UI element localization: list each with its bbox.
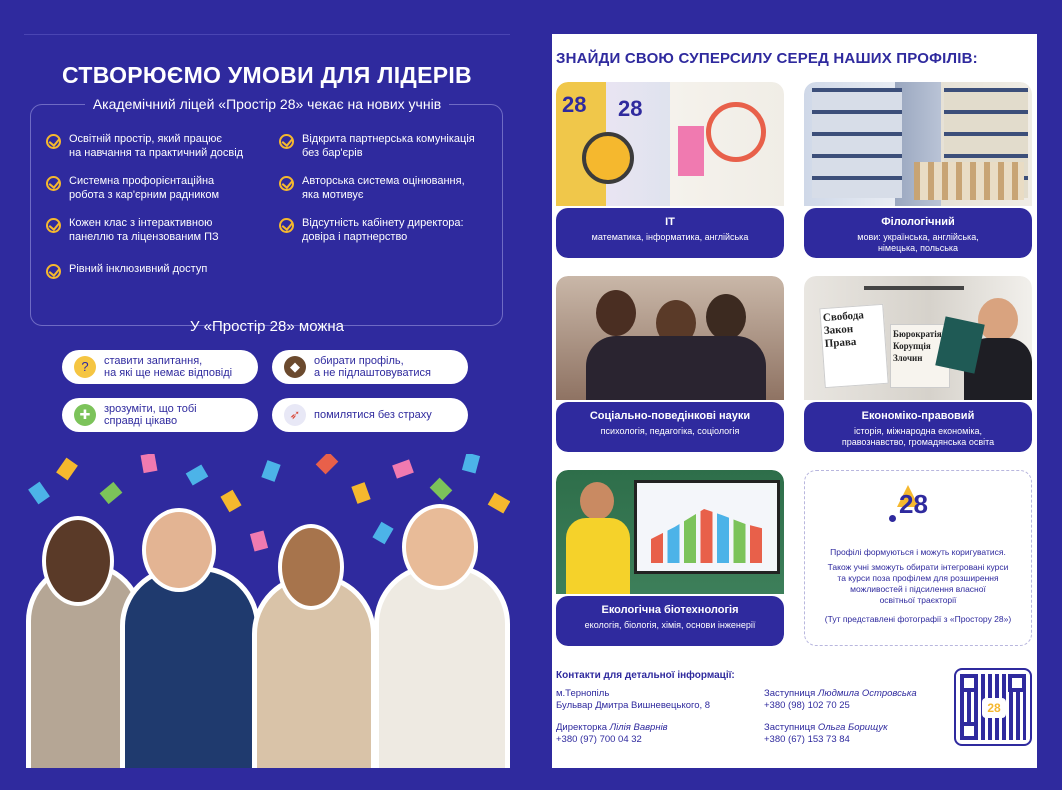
- feature-item: [46, 262, 207, 279]
- student-head: [42, 516, 114, 606]
- feature-text: Рівний інклюзивний доступ: [69, 263, 208, 275]
- puzzle-icon: ✚: [74, 404, 96, 426]
- student-head: [142, 508, 216, 592]
- confetti: [250, 530, 268, 551]
- feature-text: Освітній простір, який працює: [69, 133, 222, 145]
- dot-icon: [889, 515, 896, 522]
- info-text: можливостей і підсилення власної: [850, 584, 986, 594]
- profile-subjects: правознавство, громадянська освіта: [841, 437, 995, 447]
- check-icon: [46, 134, 61, 149]
- profile-card-it: [556, 82, 784, 258]
- interactive-panel: [634, 480, 780, 574]
- pill-item: [62, 350, 258, 384]
- student-head: [278, 524, 344, 610]
- contact-director: [556, 722, 668, 746]
- confetti: [316, 454, 339, 474]
- pill-text: на які ще немає відповіді: [104, 367, 233, 379]
- student-head: [580, 482, 614, 520]
- confetti: [261, 460, 280, 482]
- feature-text: Відкрита партнерська комунікація: [302, 133, 475, 145]
- check-icon: [46, 264, 61, 279]
- student-figure: [374, 564, 510, 768]
- chart-bars: [651, 503, 769, 563]
- contact-city: м.Тернопіль: [556, 688, 610, 699]
- profile-subjects: математика, інформатика, англійська: [591, 232, 749, 242]
- profile-subjects: німецька, польська: [877, 243, 959, 253]
- profile-photo: [556, 82, 784, 206]
- qr-finder: [960, 674, 978, 692]
- qr-code[interactable]: [954, 668, 1032, 746]
- qr-logo: 28: [982, 698, 1006, 718]
- feature-text: робота з кар'єрним радником: [69, 189, 220, 201]
- feature-text: без бар'єрів: [302, 147, 363, 159]
- confetti: [462, 454, 480, 474]
- globe-object: [582, 132, 634, 184]
- thinking-face-icon: ?: [74, 356, 96, 378]
- qr-finder: [1008, 674, 1026, 692]
- check-icon: [279, 176, 294, 191]
- profile-label: [556, 596, 784, 646]
- profile-label: [556, 402, 784, 452]
- feature-text: довіра і партнерство: [302, 231, 408, 243]
- feature-text: Відсутність кабінету директора:: [302, 217, 464, 229]
- pill-text: ставити запитання,: [104, 355, 203, 367]
- subheadline: Академічний ліцей «Простір 28» чекає на нових учнів: [85, 96, 449, 112]
- contact-phone[interactable]: +380 (67) 153 73 84: [764, 734, 850, 745]
- book-label: Права: [824, 335, 857, 351]
- profile-card-ecobiotech: [556, 470, 784, 646]
- check-icon: [46, 218, 61, 233]
- confetti: [28, 482, 50, 505]
- student-head: [402, 504, 478, 590]
- pill-text: зрозуміти, що тобі: [104, 403, 197, 415]
- feature-item: [46, 132, 243, 160]
- right-page: [552, 34, 1037, 768]
- confetti: [100, 482, 123, 504]
- confetti: [392, 459, 414, 478]
- feature-text: Кожен клас з інтерактивною: [69, 217, 213, 229]
- profile-subjects: психологія, педагогіка, соціологія: [600, 426, 740, 436]
- check-icon: [279, 134, 294, 149]
- students-photo: [24, 454, 510, 768]
- book-stack: [819, 304, 888, 388]
- profile-title: Соціально-поведінкові науки: [589, 410, 751, 422]
- info-card: [804, 470, 1032, 646]
- confetti: [351, 482, 370, 504]
- feature-text: панеллю та ліцензованим ПЗ: [69, 231, 219, 243]
- student-figure: [120, 566, 260, 768]
- profile-label: [556, 208, 784, 258]
- feature-item: [46, 216, 219, 244]
- profile-subjects: історія, міжнародна економіка,: [854, 426, 982, 436]
- contact-name: Ольга Борищук: [817, 722, 888, 733]
- feature-text: Системна профорієнтаційна: [69, 175, 215, 187]
- scales-bar: [864, 286, 964, 290]
- feature-item: [279, 174, 465, 202]
- book-label: Злочин: [893, 353, 923, 363]
- check-icon: [279, 218, 294, 233]
- student-head: [596, 290, 636, 336]
- confetti: [430, 478, 453, 501]
- book-label: Корупція: [893, 341, 931, 351]
- contact-deputy-2: [764, 722, 888, 746]
- contact-role: Заступниця: [764, 722, 816, 733]
- profile-subjects: мови: українська, англійська,: [857, 232, 979, 242]
- qr-finder: [960, 722, 978, 740]
- info-note: (Тут представлені фотографії з «Простору 28»): [824, 614, 1012, 624]
- feature-item: [279, 132, 475, 160]
- profile-photo: [556, 276, 784, 400]
- book-label: Свобода: [822, 309, 865, 325]
- info-text: та курси поза профілем для розширення: [837, 573, 999, 583]
- detective-icon: ◆: [284, 356, 306, 378]
- contact-name: Лілія Ваврнів: [609, 722, 668, 733]
- logo-28: 28: [618, 96, 643, 121]
- info-text: Також учні зможуть обирати інтегровані курси: [827, 562, 1009, 572]
- info-text: освітньої траєкторії: [879, 595, 957, 605]
- logo-28: 28: [899, 489, 928, 519]
- info-text: Профілі формуються і можуть коригуватися.: [830, 547, 1006, 557]
- student-head: [706, 294, 746, 340]
- confetti: [141, 454, 158, 473]
- contact-role: Директорка: [556, 722, 608, 733]
- logo-wrap: [805, 471, 1031, 535]
- divider: [24, 34, 510, 35]
- confetti: [220, 490, 241, 513]
- contact-address: [556, 688, 710, 712]
- profile-card-philology: [804, 82, 1032, 258]
- contacts-title: Контакти для детальної інформації:: [556, 670, 735, 681]
- student-figure: [566, 518, 630, 594]
- confetti: [186, 464, 209, 485]
- pill-item: [62, 398, 258, 432]
- confetti: [56, 458, 78, 481]
- bookshelf: [812, 88, 902, 198]
- profile-photo: [556, 470, 784, 594]
- headline: СТВОРЮЄМО УМОВИ ДЛЯ ЛІДЕРІВ: [62, 62, 472, 88]
- profile-title: IT: [665, 216, 675, 228]
- profile-title: Економіко-правовий: [861, 410, 975, 422]
- check-icon: [46, 176, 61, 191]
- confetti: [372, 522, 393, 545]
- student-head: [978, 298, 1018, 342]
- contact-role: Заступниця: [764, 688, 816, 699]
- profile-subjects: екологія, біологія, хімія, основи інженерії: [584, 620, 756, 630]
- profile-label: [804, 208, 1032, 258]
- contact-deputy-1: [764, 688, 917, 712]
- profile-title: Філологічний: [881, 216, 955, 228]
- contact-phone[interactable]: +380 (98) 102 70 25: [764, 700, 850, 711]
- profile-title: Екологічна біотехнологія: [601, 604, 739, 616]
- pill-text: помилятися без страху: [314, 409, 432, 421]
- feature-text: на навчання та практичний досвід: [69, 147, 244, 159]
- can-title: У «Простір 28» можна: [189, 318, 345, 335]
- left-page: [24, 34, 510, 768]
- logo-28: 28: [562, 92, 587, 117]
- profile-card-economics-law: [804, 276, 1032, 452]
- feature-text: Авторська система оцінювання,: [302, 175, 465, 187]
- contact-phone[interactable]: +380 (97) 700 04 32: [556, 734, 642, 745]
- feature-item: [46, 174, 219, 202]
- book-label: Бюрократія: [893, 329, 942, 339]
- contact-name: Людмила Островська: [817, 688, 917, 699]
- pill-text: обирати профіль,: [314, 355, 404, 367]
- qr-pattern: [960, 674, 1026, 740]
- profile-photo: [804, 276, 1032, 400]
- pill-item: [272, 350, 468, 384]
- profiles-title: ЗНАЙДИ СВОЮ СУПЕРСИЛУ СЕРЕД НАШИХ ПРОФІЛІВ:: [556, 50, 978, 67]
- profile-label: [804, 402, 1032, 452]
- profile-card-social: [556, 276, 784, 452]
- confetti: [488, 492, 510, 513]
- lego-object: [678, 126, 704, 176]
- feature-text: яка мотивує: [302, 189, 364, 201]
- feature-item: [279, 216, 464, 244]
- pill-item: [272, 398, 468, 432]
- pill-text: а не підлаштовуватися: [314, 367, 431, 379]
- ring-object: [706, 102, 766, 162]
- pill-text: справді цікаво: [104, 415, 178, 427]
- contact-street: Бульвар Дмитра Вишневецького, 8: [556, 700, 711, 711]
- rocket-icon: ➶: [284, 404, 306, 426]
- book-label: Закон: [823, 323, 854, 338]
- students-group: [586, 336, 766, 400]
- profile-photo: [804, 82, 1032, 206]
- subheadline-wrap: [24, 94, 510, 113]
- chairs: [914, 162, 1024, 200]
